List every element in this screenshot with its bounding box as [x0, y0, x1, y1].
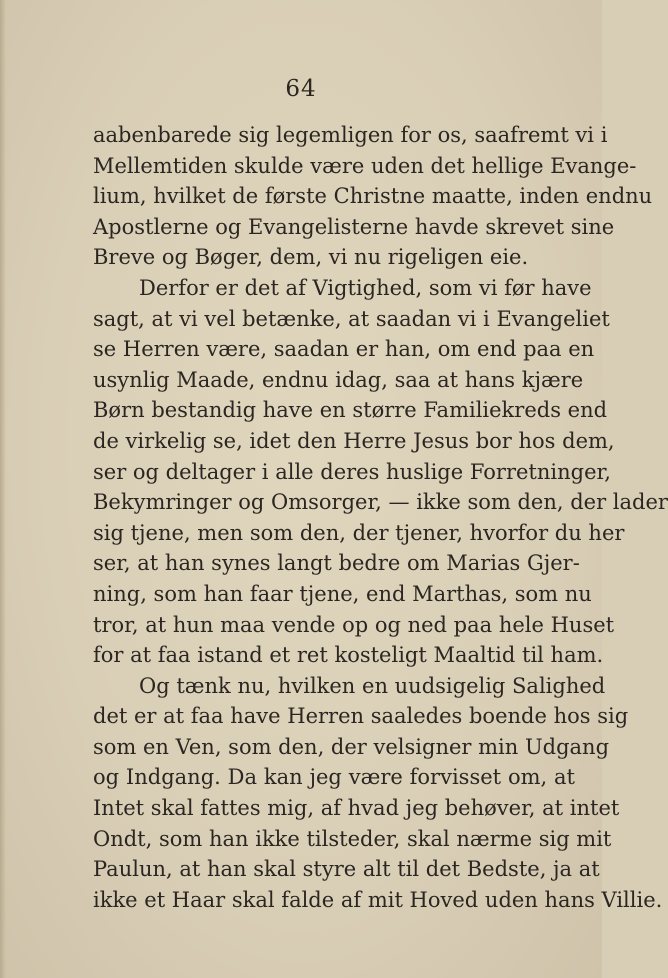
- text-line: sagt, at vi vel betænke, at saadan vi i Evangeliet: [93, 306, 610, 331]
- text-line: Apostlerne og Evangelisterne havde skrevet sine: [93, 214, 615, 239]
- page-edge-shadow: [0, 0, 6, 978]
- text-line: det er at faa have Herren saaledes boende hos sig: [93, 704, 629, 729]
- text-line: ning, som han faar tjene, end Marthas, som nu: [93, 581, 592, 606]
- text-line: tror, at hun maa vende op og ned paa hele Huset: [93, 612, 615, 637]
- text-line: ikke et Haar skal falde af mit Hoved uden hans Villie.: [93, 887, 663, 912]
- text-line: se Herren være, saadan er han, om end paa en: [93, 337, 595, 362]
- body-text: [93, 120, 668, 915]
- text-line: Og tænk nu, hvilken en uudsigelig Salighed: [139, 673, 606, 698]
- text-line: Bekymringer og Omsorger, — ikke som den, der lader: [93, 490, 668, 515]
- text-line: Paulun, at han skal styre alt til det Bedste, ja at: [93, 857, 600, 882]
- text-line: Ondt, som han ikke tilsteder, skal nærme sig mit: [93, 826, 612, 851]
- text-line: og Indgang. Da kan jeg være forvisset om, at: [93, 765, 575, 790]
- text-line: for at faa istand et ret kosteligt Maaltid til ham.: [93, 643, 604, 668]
- text-line: aabenbarede sig legemligen for os, saafremt vi i: [93, 123, 608, 147]
- text-line: Derfor er det af Vigtighed, som vi før have: [139, 275, 592, 300]
- text-line: som en Ven, som den, der velsigner min Udgang: [93, 734, 610, 759]
- text-line: Breve og Bøger, dem, vi nu rigeligen eie.: [93, 245, 529, 270]
- text-line: usynlig Maade, endnu idag, saa at hans kjære: [93, 367, 584, 392]
- text-line: lium, hvilket de første Christne maatte, inden endnu: [93, 184, 653, 209]
- text-line: Intet skal fattes mig, af hvad jeg behøver, at intet: [93, 796, 620, 821]
- text-line: ser og deltager i alle deres huslige Forretninger,: [93, 459, 611, 484]
- text-line: Børn bestandig have en større Familiekreds end: [93, 398, 608, 423]
- text-line: sig tjene, men som den, der tjener, hvorfor du her: [93, 520, 625, 545]
- text-line: Mellemtiden skulde være uden det hellige Evange-: [93, 153, 637, 178]
- text-line: ser, at han synes langt bedre om Marias Gjer-: [93, 551, 580, 576]
- page-number: 64: [285, 76, 317, 102]
- text-line: de virkelig se, idet den Herre Jesus bor hos dem,: [93, 428, 615, 453]
